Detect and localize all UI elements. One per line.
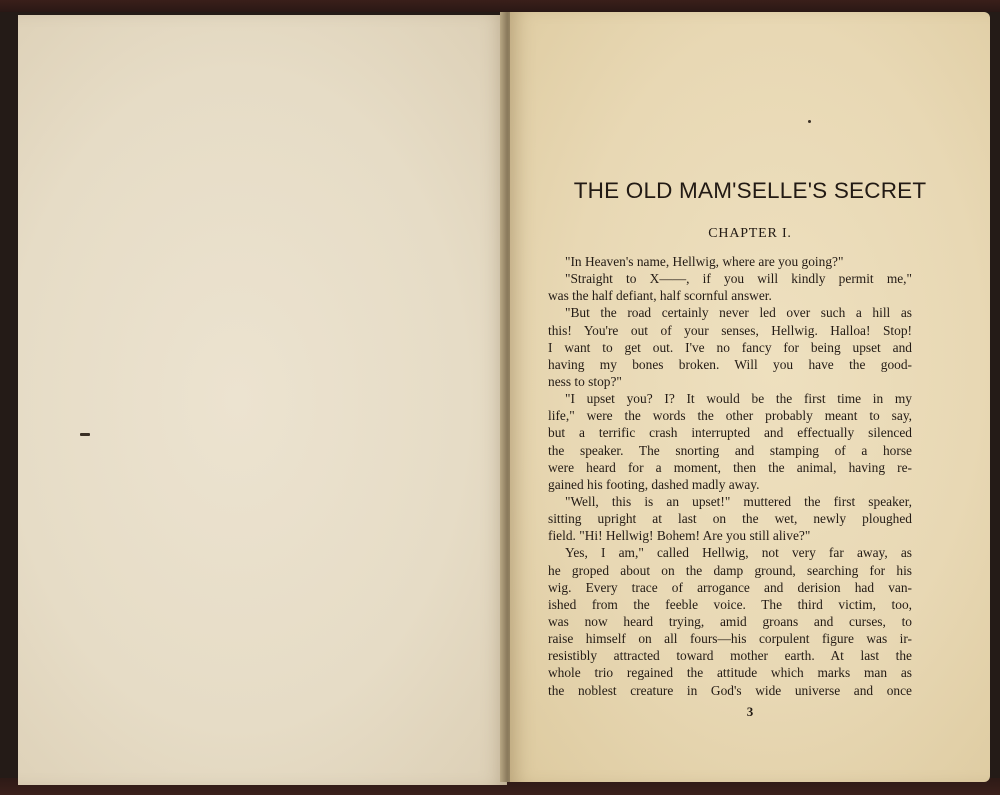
chapter-body-text (548, 253, 912, 699)
text-line: he groped about on the damp ground, searching for his (548, 562, 912, 578)
text-line: "But the road certainly never led over such a hill as (565, 305, 912, 321)
chapter-heading: CHAPTER I. (708, 226, 792, 241)
text-line: ished from the feeble voice. The third victim, too, (548, 596, 912, 612)
text-line: "Straight to X——, if you will kindly permit me," (565, 271, 912, 287)
left-page-blank (18, 15, 507, 785)
text-line: gained his footing, dashed madly away. (548, 476, 760, 492)
text-line: Yes, I am," called Hellwig, not very far away, as (565, 545, 912, 561)
text-line: I want to get out. I've no fancy for being upset and (548, 339, 912, 355)
text-line: was the half defiant, half scornful answer. (548, 288, 772, 304)
text-line: sitting upright at last on the wet, newly ploughed (548, 511, 912, 527)
text-line: life," were the words the other probably meant to say, (548, 408, 912, 424)
text-line: "I upset you? I? It would be the first time in my (565, 391, 912, 407)
text-line: was now heard trying, amid groans and curses, to (548, 613, 912, 629)
paper-speck (808, 120, 811, 123)
ink-mark (80, 433, 90, 436)
text-line: were heard for a moment, then the animal, having re- (548, 459, 912, 475)
text-line: "In Heaven's name, Hellwig, where are you going?" (565, 254, 844, 269)
page-number: 3 (746, 704, 754, 719)
text-line: but a terrific crash interrupted and effectually silenced (548, 425, 912, 441)
book-title: THE OLD MAM'SELLE'S SECRET (573, 178, 927, 203)
cover-edge-top (0, 0, 1000, 12)
text-line: wig. Every trace of arrogance and derision had van- (548, 579, 912, 595)
text-line: the noblest creature in God's wide universe and once (548, 682, 912, 698)
text-line: having my bones broken. Will you have the good- (548, 356, 912, 372)
text-line: ness to stop?" (548, 373, 622, 389)
text-line: field. "Hi! Hellwig! Bohem! Are you still alive?" (548, 528, 811, 544)
text-line: the speaker. The snorting and stamping of a horse (548, 442, 912, 458)
text-line: resistibly attracted toward mother earth. At last the (548, 648, 912, 664)
text-line: whole trio regained the attitude which marks man as (548, 665, 912, 681)
right-page (510, 12, 990, 782)
text-line: raise himself on all fours—his corpulent figure was ir- (548, 631, 912, 647)
text-line: this! You're out of your senses, Hellwig. Halloa! Stop! (548, 322, 912, 338)
text-line: "Well, this is an upset!" muttered the first speaker, (565, 493, 912, 509)
